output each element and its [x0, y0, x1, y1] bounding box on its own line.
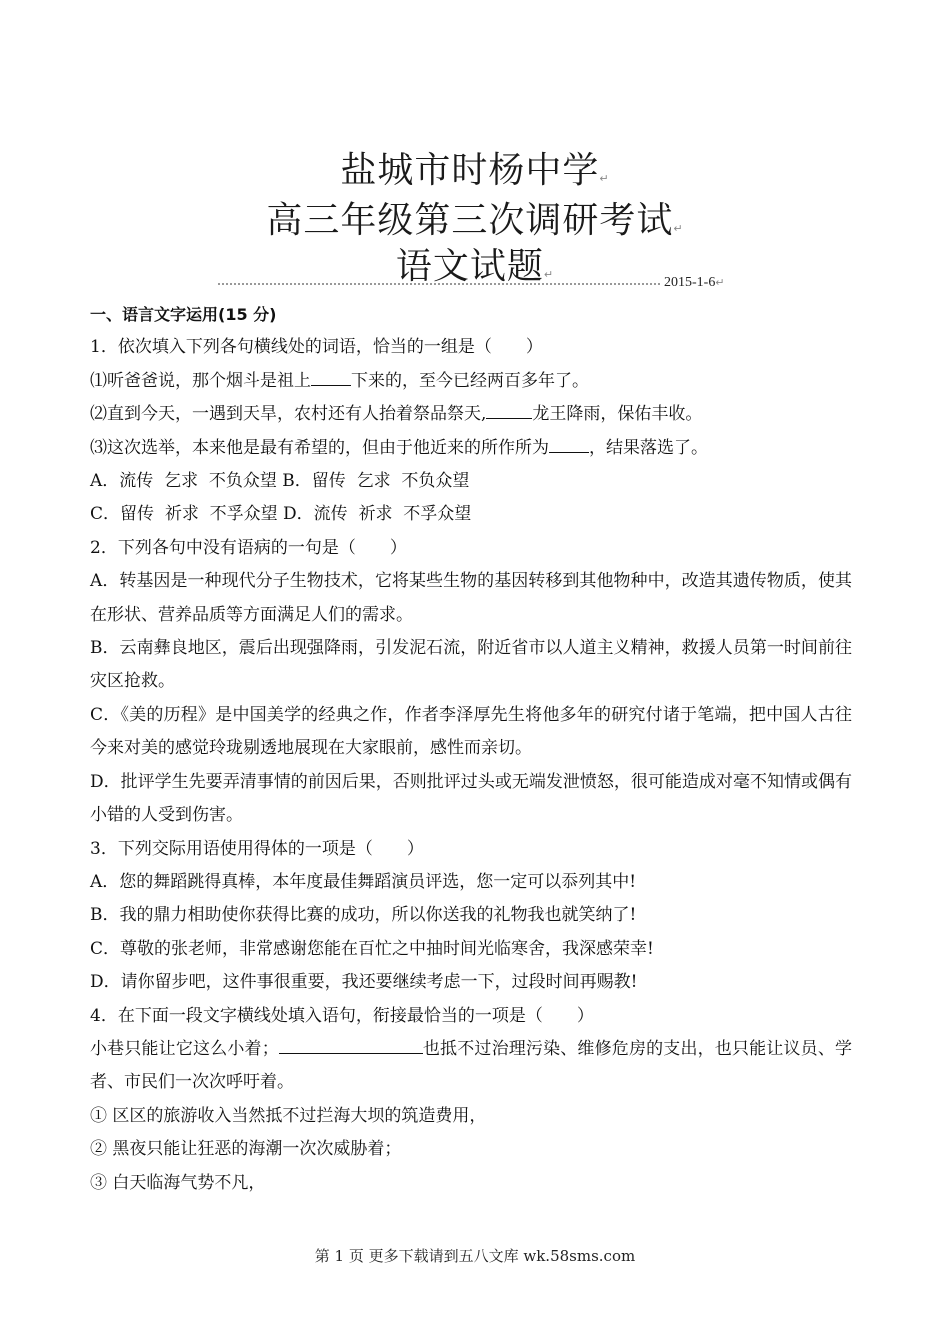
question-4-text: 小巷只能让它这么小着； 也抵不过治理污染、维修危房的支出，也只能让议员、学者、市民们一次次呼吁着。 — [90, 1033, 852, 1100]
paragraph-mark-icon: ↵ — [599, 172, 610, 185]
question-3-option-a: A．您的舞蹈跳得真棒，本年度最佳舞蹈演员评选，您一定可以忝列其中! — [90, 871, 637, 892]
section-heading: 一、语言文字运用(15 分) — [90, 305, 277, 324]
question-1-options-cd: C．留传 祈求 不孚众望 D．流传 祈求 不孚众望 — [90, 504, 472, 525]
question-3-stem: 3．下列交际用语使用得体的一项是（ ） — [90, 838, 424, 859]
paragraph-mark-icon: ↵ — [673, 222, 684, 235]
document-body — [90, 298, 852, 1200]
question-3-option-c: C．尊敬的张老师，非常感谢您能在百忙之中抽时间光临寒舍，我深感荣幸! — [90, 938, 654, 959]
fill-blank — [311, 367, 351, 386]
paragraph-mark-icon: ↵ — [543, 268, 555, 281]
question-1-sentence-2: ⑵直到今天，一遇到天旱，农村还有人抬着祭品祭天, 龙王降雨，保佑丰收。 — [90, 398, 852, 431]
fill-blank — [549, 434, 589, 453]
question-2-option-c: C．《美的历程》是中国美学的经典之作，作者李泽厚先生将他多年的研究付诸于笔端，把中国人古往今来对美的感觉玲珑剔透地展现在大家眼前，感性而亲切。 — [90, 704, 852, 759]
title-school: 盐城市时杨中学↵ — [340, 150, 610, 191]
question-2-option-d: D．批评学生先要弄清事情的前因后果，否则批评过头或无端发泄愤怒，很可能造成对毫不知情或偶有小错的人受到伤害。 — [90, 771, 852, 826]
question-4-item-3: ③ 白天临海气势不凡， — [90, 1172, 266, 1193]
dotted-divider — [218, 283, 660, 285]
question-1-stem: 1．依次填入下列各句横线处的词语，恰当的一组是（ ） — [90, 337, 543, 358]
question-2-option-a: A．转基因是一种现代分子生物技术，它将某些生物的基因转移到其他物种中，改造其遗传物质，使其在形状、营养品质等方面满足人们的需求。 — [90, 571, 852, 625]
title-exam: 高三年级第三次调研考试↵ — [266, 200, 684, 241]
question-1-sentence-1: ⑴听爸爸说，那个烟斗是祖上 下来的，至今已经两百多年了。 — [90, 365, 852, 398]
question-4-item-2: ② 黑夜只能让狂恶的海潮一次次威胁着； — [90, 1139, 402, 1160]
question-3-option-b: B．我的鼎力相助使你获得比赛的成功，所以你送我的礼物我也就笑纳了! — [90, 905, 637, 926]
fill-blank — [486, 400, 532, 419]
title-subject: 语文试题↵ — [395, 246, 555, 287]
question-2-option-b: B．云南彝良地区，震后出现强降雨，引发泥石流，附近省市以人道主义精神，救援人员第一时间前往灾区抢救。 — [90, 638, 852, 692]
page-footer: 第 1 页 更多下载请到五八文库 wk.58sms.com — [314, 1247, 636, 1265]
paragraph-mark-icon: ↵ — [715, 277, 725, 289]
question-1-sentence-3: ⑶这次选举，本来他是最有希望的，但由于他近来的所作所为 ，结果落选了。 — [90, 432, 852, 465]
question-3-option-d: D．请你留步吧，这件事很重要，我还要继续考虑一下，过段时间再赐教! — [90, 972, 638, 993]
question-1-options-ab: A．流传 乞求 不负众望 B．留传 乞求 不负众望 — [90, 471, 470, 492]
exam-date: 2015-1-6↵ — [664, 275, 725, 290]
question-4-item-1: ① 区区的旅游收入当然抵不过拦海大坝的筑造费用， — [90, 1105, 487, 1126]
question-2-stem: 2．下列各句中没有语病的一句是（ ） — [90, 537, 407, 558]
fill-blank — [279, 1035, 423, 1054]
question-4-stem: 4．在下面一段文字横线处填入语句，衔接最恰当的一项是（ ） — [90, 1005, 594, 1026]
